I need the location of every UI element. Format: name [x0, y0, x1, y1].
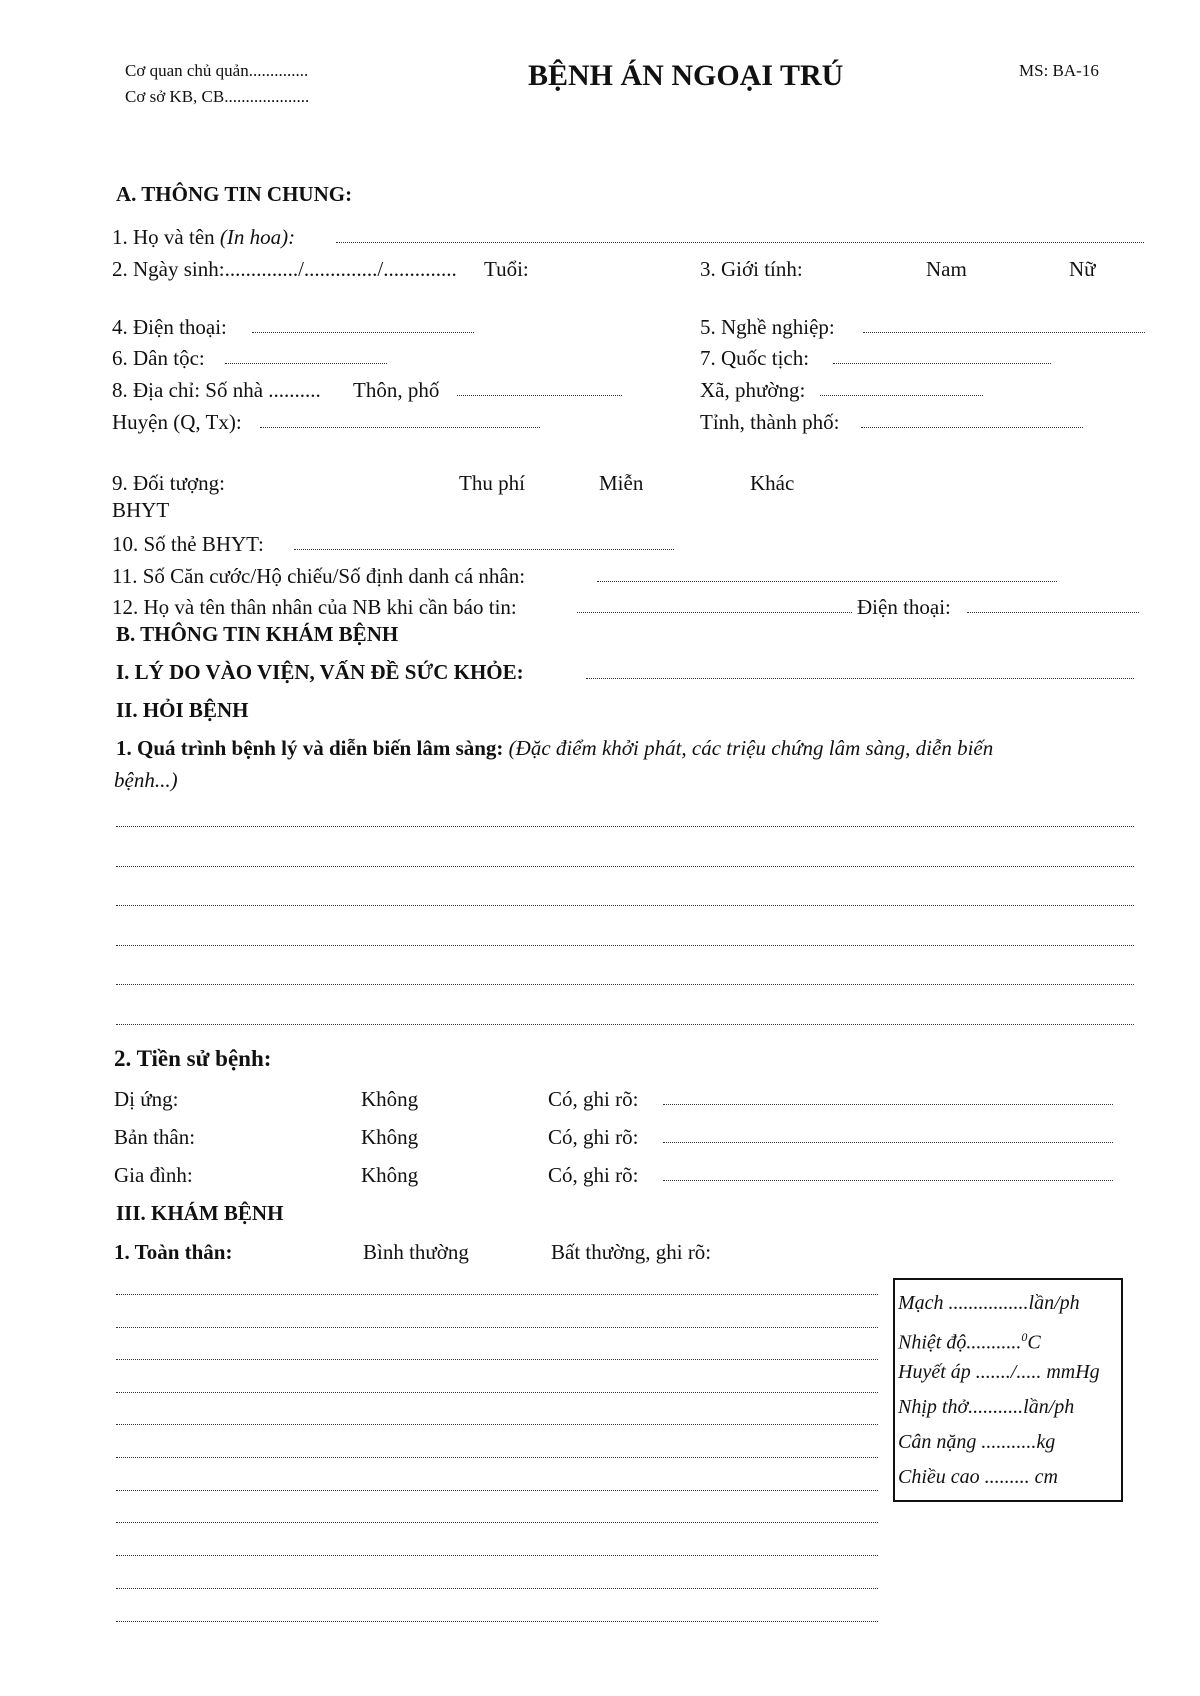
- course-line[interactable]: [116, 905, 1134, 906]
- ward-label: Xã, phường:: [700, 378, 806, 402]
- ethnicity-label: 6. Dân tộc:: [112, 346, 205, 370]
- phone-field[interactable]: [252, 332, 474, 333]
- nationality-field[interactable]: [833, 363, 1051, 364]
- province-label: Tỉnh, thành phố:: [700, 410, 840, 434]
- allergy-no-option[interactable]: Không: [361, 1087, 419, 1111]
- name-label: 1. Họ và tên (In hoa):: [112, 225, 296, 249]
- exam-line[interactable]: [116, 1555, 878, 1556]
- subject-label: 9. Đối tượng:: [112, 471, 225, 495]
- vital-signs-box: [893, 1278, 1123, 1502]
- course-line[interactable]: [116, 984, 1134, 985]
- allergy-field[interactable]: [663, 1104, 1113, 1105]
- course-line[interactable]: [116, 945, 1134, 946]
- id-field[interactable]: [597, 581, 1057, 582]
- course-label: 1. Quá trình bệnh lý và diễn biến lâm sàng: (Đặc điểm khởi phát, các triệu chứng lâm sàng, diễn biến: [116, 736, 994, 760]
- exam-line[interactable]: [116, 1588, 878, 1589]
- exam-line[interactable]: [116, 1294, 878, 1295]
- course-line[interactable]: [116, 1024, 1134, 1025]
- exam-line[interactable]: [116, 1621, 878, 1622]
- exam-line[interactable]: [116, 1490, 878, 1491]
- relative-field[interactable]: [577, 612, 852, 613]
- temperature-field[interactable]: Nhiệt độ...........$^0$C: [898, 1330, 1041, 1354]
- blood-pressure-field[interactable]: Huyết áp ......./..... mmHg: [898, 1361, 1100, 1383]
- allergy-label: Dị ứng:: [114, 1087, 179, 1111]
- age-label: Tuổi:: [484, 257, 529, 281]
- general-label: 1. Toàn thân:: [114, 1240, 233, 1264]
- height-field[interactable]: Chiều cao ......... cm: [898, 1466, 1058, 1488]
- relative-label: 12. Họ và tên thân nhân của NB khi cần báo tin:: [112, 595, 517, 619]
- reason-label: I. LÝ DO VÀO VIỆN, VẤN ĐỀ SỨC KHỎE:: [116, 660, 524, 684]
- general-abnormal-option[interactable]: Bất thường, ghi rõ:: [551, 1240, 712, 1264]
- form-code: MS: BA-16: [1019, 61, 1099, 80]
- exam-line[interactable]: [116, 1359, 878, 1360]
- subject-other-option[interactable]: Khác: [750, 471, 795, 495]
- name-field[interactable]: [336, 242, 1144, 243]
- exam-line[interactable]: [116, 1392, 878, 1393]
- ethnicity-field[interactable]: [225, 363, 387, 364]
- relative-phone-field[interactable]: [967, 612, 1139, 613]
- insurance-label: 10. Số thẻ BHYT:: [112, 532, 264, 556]
- personal-field[interactable]: [663, 1142, 1113, 1143]
- history-title: II. HỎI BỆNH: [116, 698, 249, 722]
- course-line[interactable]: [116, 866, 1134, 867]
- exam-line[interactable]: [116, 1424, 878, 1425]
- address-street-label: Thôn, phố: [353, 378, 440, 402]
- section-b-title: B. THÔNG TIN KHÁM BỆNH: [116, 622, 399, 646]
- section-a-title: A. THÔNG TIN CHUNG:: [116, 182, 353, 206]
- gender-label: 3. Giới tính:: [700, 257, 803, 281]
- nationality-label: 7. Quốc tịch:: [700, 346, 810, 370]
- respiration-field[interactable]: Nhịp thở...........lần/ph: [898, 1396, 1075, 1418]
- ward-field[interactable]: [820, 395, 983, 396]
- personal-yes-label[interactable]: Có, ghi rõ:: [548, 1125, 639, 1149]
- subject-free-option[interactable]: Miễn: [599, 471, 644, 495]
- address-street-field[interactable]: [457, 395, 622, 396]
- address-house-field[interactable]: 8. Địa chỉ: Số nhà ..........: [112, 378, 321, 402]
- reason-field[interactable]: [586, 678, 1134, 679]
- relative-phone-label: Điện thoại:: [857, 595, 951, 619]
- subject-bhyt-option[interactable]: BHYT: [112, 498, 170, 522]
- page-title: BỆNH ÁN NGOẠI TRÚ: [528, 59, 844, 92]
- dob-field[interactable]: 2. Ngày sinh:............../............../..............: [112, 257, 457, 281]
- agency-field[interactable]: Cơ quan chủ quản..............: [125, 61, 309, 80]
- exam-line[interactable]: [116, 1522, 878, 1523]
- subject-fee-option[interactable]: Thu phí: [459, 471, 525, 495]
- past-history-title: 2. Tiền sử bệnh:: [114, 1046, 272, 1071]
- province-field[interactable]: [861, 427, 1083, 428]
- gender-male-option[interactable]: Nam: [926, 257, 967, 281]
- exam-line[interactable]: [116, 1327, 878, 1328]
- id-label: 11. Số Căn cước/Hộ chiếu/Số định danh cá nhân:: [112, 564, 526, 588]
- facility-field[interactable]: Cơ sở KB, CB....................: [125, 87, 310, 106]
- exam-line[interactable]: [116, 1457, 878, 1458]
- general-normal-option[interactable]: Bình thường: [363, 1240, 469, 1264]
- family-no-option[interactable]: Không: [361, 1163, 419, 1187]
- course-line[interactable]: [116, 826, 1134, 827]
- insurance-field[interactable]: [294, 549, 674, 550]
- pulse-field[interactable]: Mạch ................lần/ph: [898, 1292, 1080, 1314]
- occupation-field[interactable]: [863, 332, 1145, 333]
- family-yes-label[interactable]: Có, ghi rõ:: [548, 1163, 639, 1187]
- occupation-label: 5. Nghề nghiệp:: [700, 315, 835, 339]
- personal-no-option[interactable]: Không: [361, 1125, 419, 1149]
- family-field[interactable]: [663, 1180, 1113, 1181]
- allergy-yes-label[interactable]: Có, ghi rõ:: [548, 1087, 639, 1111]
- exam-title: III. KHÁM BỆNH: [116, 1201, 284, 1225]
- district-label: Huyện (Q, Tx):: [112, 410, 242, 434]
- personal-label: Bản thân:: [114, 1125, 196, 1149]
- weight-field[interactable]: Cân nặng ...........kg: [898, 1431, 1056, 1453]
- phone-label: 4. Điện thoại:: [112, 315, 227, 339]
- course-hint-continued: bệnh...): [114, 768, 178, 792]
- district-field[interactable]: [260, 427, 540, 428]
- family-label: Gia đình:: [114, 1163, 193, 1187]
- gender-female-option[interactable]: Nữ: [1069, 257, 1096, 281]
